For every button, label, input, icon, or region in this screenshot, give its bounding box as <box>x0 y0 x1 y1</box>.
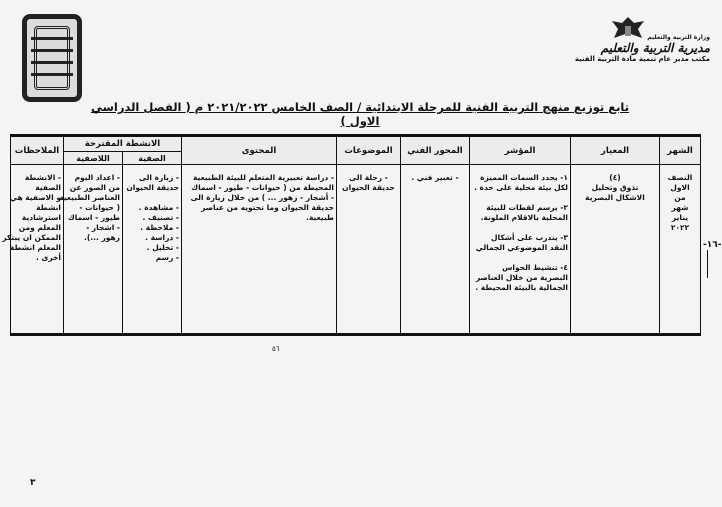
margin-page-mark: -١٦- <box>703 240 722 250</box>
document-header <box>510 34 710 64</box>
directorate-name: مديرية التربية والتعليم <box>600 41 710 55</box>
cell-topics: - رحلة الى حديقة الحيوان <box>337 165 401 335</box>
page-number: ٣ <box>30 478 36 488</box>
header-standard: المعيار <box>571 136 660 165</box>
below-table-mark: ٥٦ <box>272 345 280 353</box>
curriculum-table <box>2 134 701 336</box>
cell-content: - دراسة تعبيرية المتعلم للبيئة الطبيعية المحيطة من ( حيوانات - طيور - اسماك - أشجار - زهور ... ) من خلال زيارة الى حديقة الحيوان وما تحتويه من عناصر طبيعية. <box>182 165 337 335</box>
cell-axis: - تعبير فني . <box>401 165 470 335</box>
ministry-name: وزارة التربية والتعليم <box>647 34 710 41</box>
margin-bracket <box>707 250 712 278</box>
header-axis: المحور الفني <box>401 136 470 165</box>
header-month: الشهر <box>660 136 701 165</box>
cell-month: النصف الاول من شهر يناير ٢٠٢٢ <box>660 165 701 335</box>
cell-indicator: ١- يحدد السمات المميزة لكل بيئة محلية على حدة . ٢- يرسم لقطات للبيئة المحلية بالاقلام الملونة. ٣- يتدرب على أشكال النقد الموضوعي الجمالي ٤- تنشيط الحواس البصرية من خلال العناصر الجمالية بالبيئة المحيطة . <box>470 165 571 335</box>
office-name: مكتب مدير عام تنمية مادة التربية الفنية <box>574 55 710 63</box>
cell-extra-class: - اعداد البوم من الصور عن العناصر الطبيعية ( حيوانات - طيور - اسماك - اشجار - زهور ...). <box>64 165 123 335</box>
header-activities: الانشطة المقترحة <box>64 136 182 152</box>
directorate-seal-logo <box>22 14 82 102</box>
header-extra-class: اللاصفية <box>64 152 123 165</box>
header-content: المحتوى <box>182 136 337 165</box>
document-title: تابع توزيع منهج التربية الفنية للمرحلة الابتدائية / الصف الخامس ٢٠٢١/٢٠٢٢ م ( الفصل الدراسي الاول ) <box>90 100 630 128</box>
header-notes: الملاحظات <box>11 136 64 165</box>
cell-notes: - الانشطة الصفية و الاصفية هي انشطة استرشادية المعلم ومن الممكن ان يبتكر المعلم انشطة أخرى . <box>11 165 64 335</box>
cell-in-class: - زيارة الى حديقة الحيوان - مشاهدة . - تصنيف . - ملاحظة . - دراسة . - تحليل . - رسم <box>123 165 182 335</box>
header-indicator: المؤشر <box>470 136 571 165</box>
header-topics: الموضوعات <box>337 136 401 165</box>
cell-standard: (٤) تذوق وتحليل الاشكال البصرية <box>571 165 660 335</box>
header-in-class: الصفية <box>123 152 182 165</box>
